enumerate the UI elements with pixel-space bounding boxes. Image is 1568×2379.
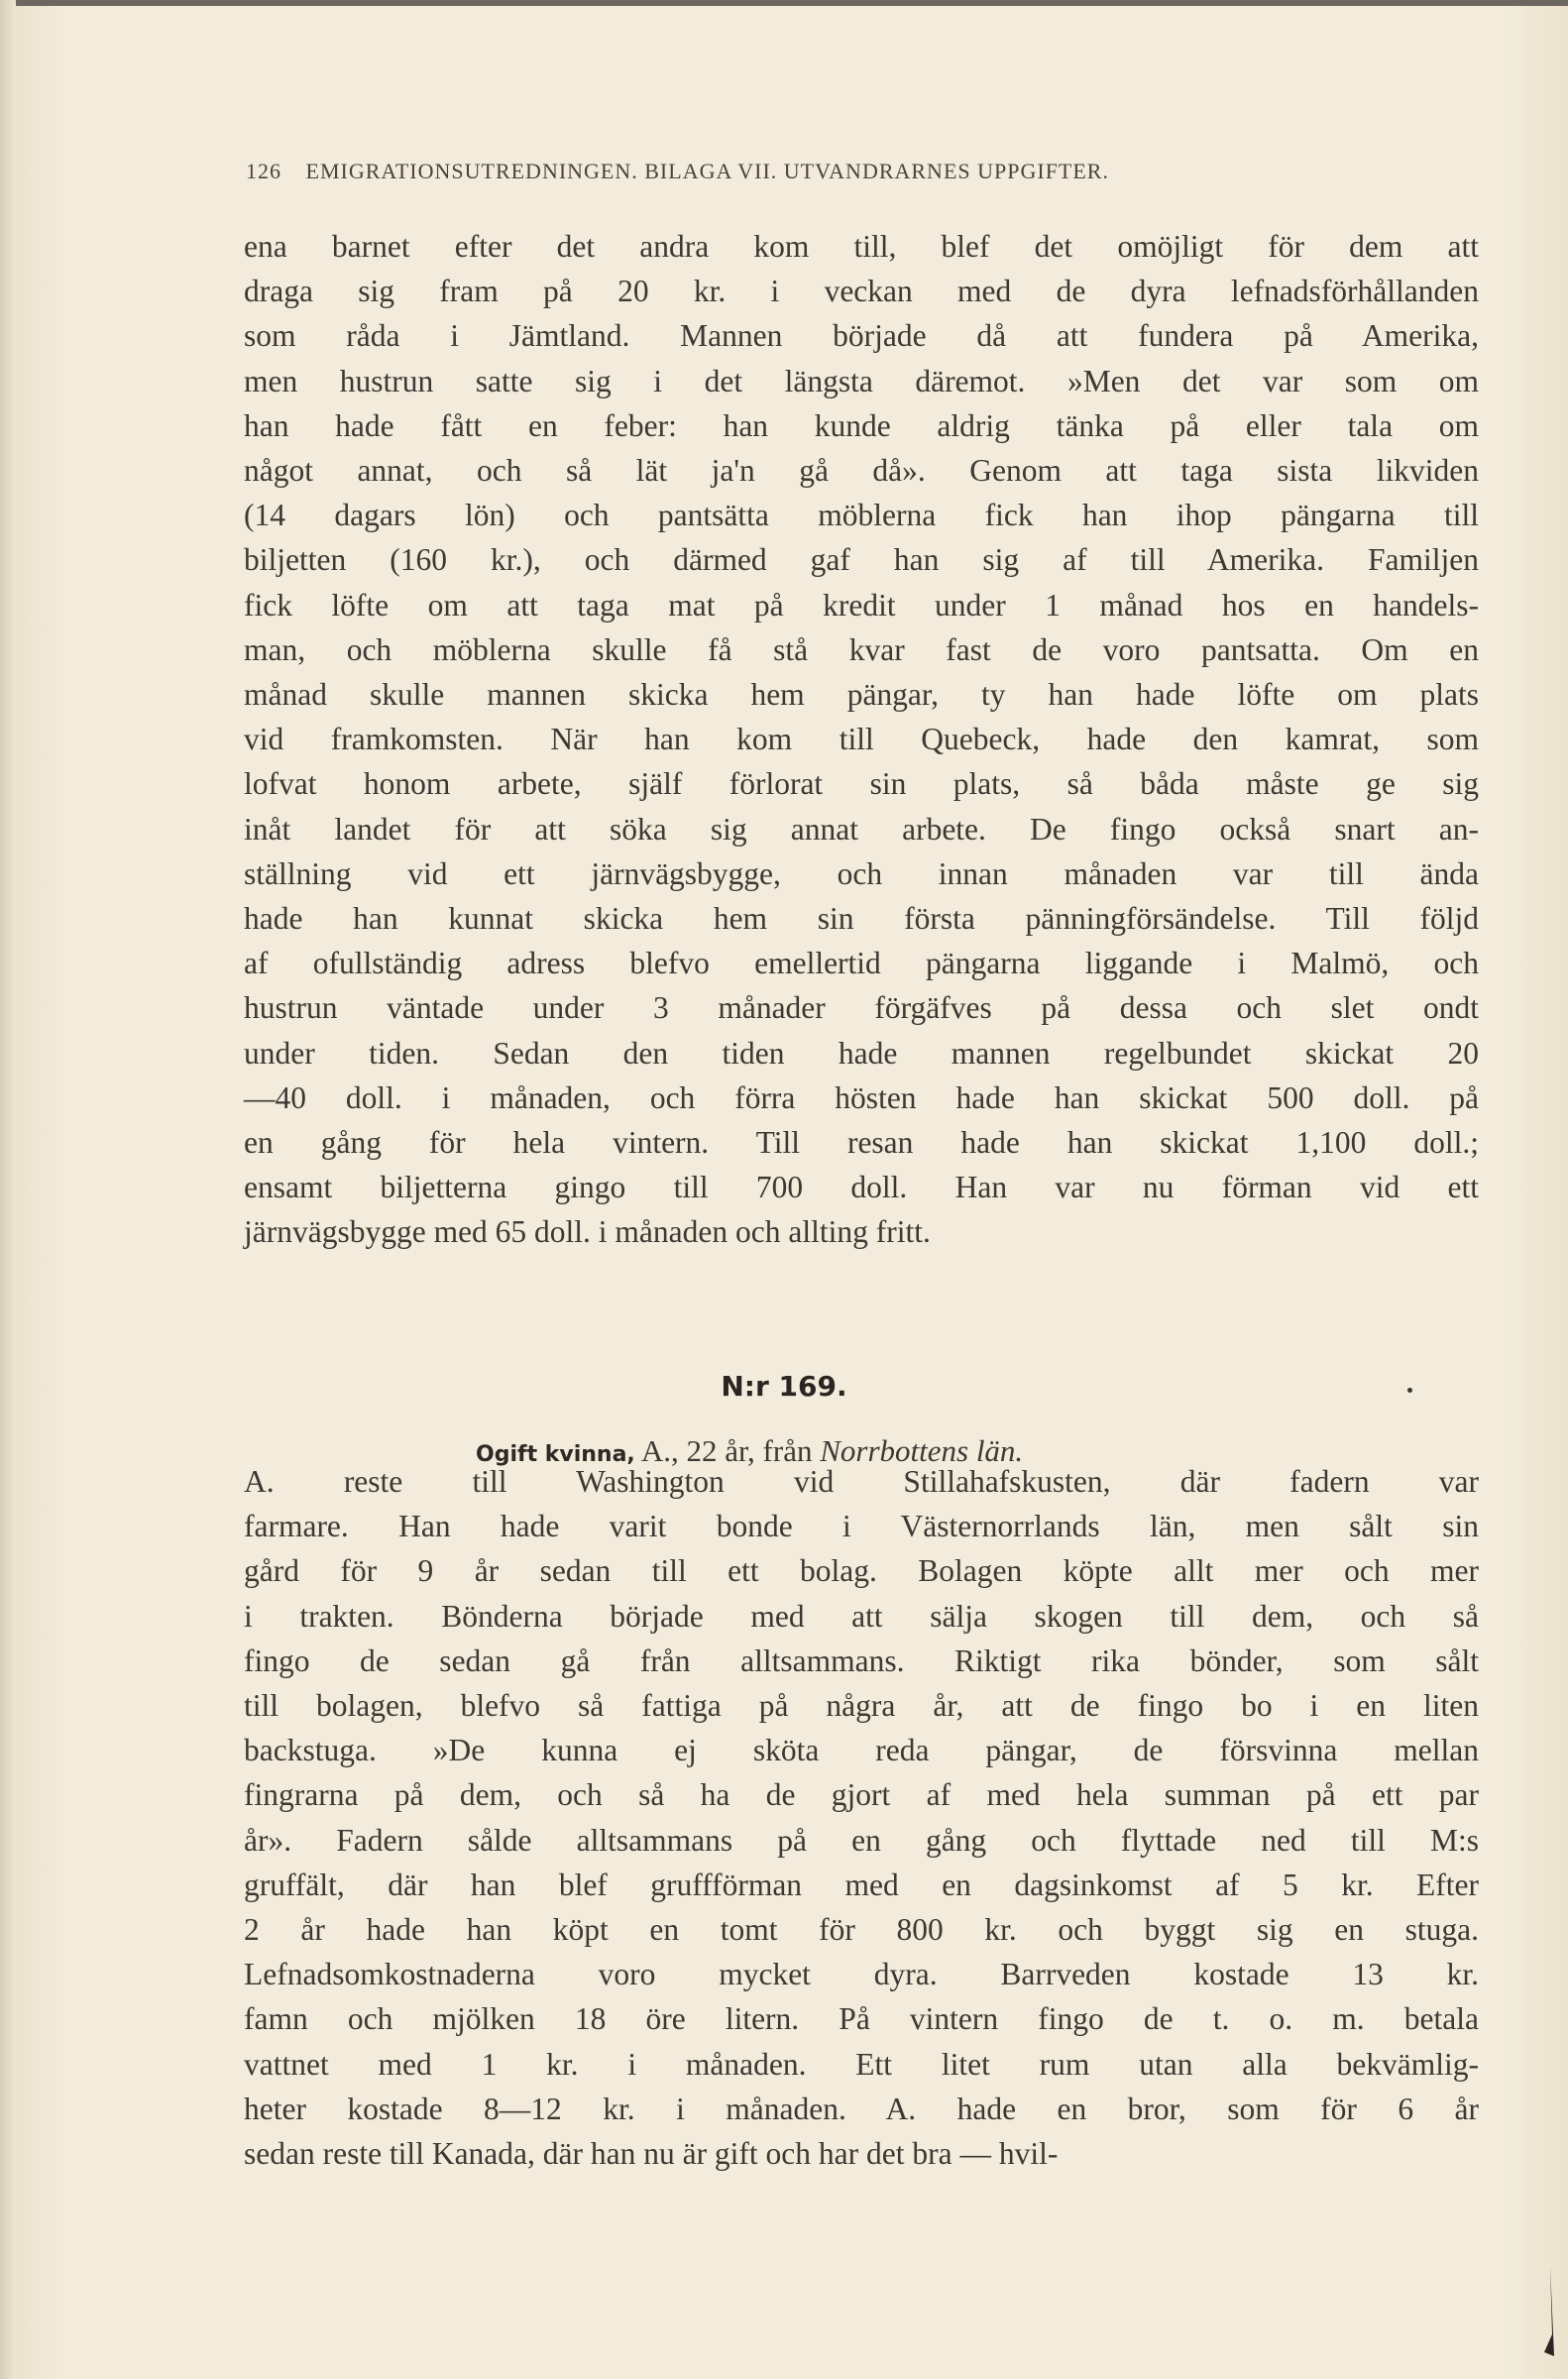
text-line: hade han kunnat skicka hem sin första pänningförsändelse. Till följd <box>244 901 1479 937</box>
text-line: vattnet med 1 kr. i månaden. Ett litet rum utan alla bekvämlig- <box>244 2046 1479 2082</box>
text-line: fingrarna på dem, och så ha de gjort af med hela summan på ett par <box>244 1777 1479 1813</box>
text-line: gruffält, där han blef gruffförman med en dagsinkomst af 5 kr. Efter <box>244 1867 1479 1902</box>
text-line: år». Fadern sålde alltsammans på en gång och flyttade ned till M:s <box>244 1822 1479 1858</box>
text-line: sedan reste till Kanada, där han nu är gift och har det bra — hvil- <box>244 2136 1059 2172</box>
text-line: som råda i Jämtland. Mannen började då att fundera på Amerika, <box>244 318 1479 354</box>
text-line: men hustrun satte sig i det längsta däremot. »Men det var som om <box>244 363 1479 398</box>
text-line: något annat, och så lät ja'n gå då». Genom att taga sista likviden <box>244 453 1479 489</box>
text-line: heter kostade 8—12 kr. i månaden. A. hade en bror, som för 6 år <box>244 2091 1479 2126</box>
text-line: han hade fått en feber: han kunde aldrig tänka på eller tala om <box>244 407 1479 443</box>
text-line: biljetten (160 kr.), och därmed gaf han sig af till Amerika. Familjen <box>244 542 1479 578</box>
text-line: gård för 9 år sedan till ett bolag. Bolagen köpte allt mer och mer <box>244 1553 1479 1589</box>
case-number-heading: N:r 169. <box>721 1370 847 1403</box>
text-line: i trakten. Bönderna började med att sälja skogen till dem, och så <box>244 1598 1479 1634</box>
print-speck <box>1407 1388 1412 1393</box>
running-header <box>246 159 1435 184</box>
text-line: under tiden. Sedan den tiden hade mannen regelbundet skickat 20 <box>244 1035 1479 1071</box>
case-subheading-middle: A., 22 år, från <box>634 1433 821 1468</box>
text-line: Lefnadsomkostnaderna voro mycket dyra. Barrveden kostade 13 kr. <box>244 1957 1479 1992</box>
text-line: farmare. Han hade varit bonde i Västernorrlands län, men sålt sin <box>244 1509 1479 1544</box>
text-line: ställning vid ett järnvägsbygge, och innan månaden var till ända <box>244 855 1479 891</box>
case-169-paragraph <box>244 1459 1479 2176</box>
text-line: af ofullständig adress blefvo emellertid pängarna liggande i Malmö, och <box>244 946 1479 981</box>
case-subheading-place: Norrbottens län. <box>820 1433 1024 1468</box>
text-line: månad skulle mannen skicka hem pängar, ty han hade löfte om plats <box>244 677 1479 713</box>
text-line: man, och möblerna skulle få stå kvar fast de voro pantsatta. Om en <box>244 631 1479 667</box>
text-line: —40 doll. i månaden, och förra hösten hade han skickat 500 doll. på <box>244 1079 1479 1115</box>
text-line: 2 år hade han köpt en tomt för 800 kr. och byggt sig en stuga. <box>244 1912 1479 1948</box>
page-top-edge <box>0 0 1568 6</box>
text-line: draga sig fram på 20 kr. i veckan med de dyra lefnadsförhållanden <box>244 274 1479 309</box>
text-line: backstuga. »De kunna ej sköta reda pängar, de försvinna mellan <box>244 1733 1479 1768</box>
text-line: ena barnet efter det andra kom till, blef det omöjligt för dem att <box>244 229 1479 264</box>
running-title: EMIGRATIONSUTREDNINGEN. BILAGA VII. UTVANDRARNES UPPGIFTER. <box>305 159 1109 183</box>
text-line: lofvat honom arbete, själf förlorat sin plats, så båda måste ge sig <box>244 766 1479 802</box>
page-binding-edge <box>0 0 16 2379</box>
page-number: 126 <box>246 159 281 183</box>
text-line: en gång för hela vintern. Till resan hade han skickat 1,100 doll.; <box>244 1125 1479 1161</box>
text-line: inåt landet för att söka sig annat arbete. De fingo också snart an- <box>244 811 1479 847</box>
text-line: järnvägsbygge med 65 doll. i månaden och allting fritt. <box>244 1214 931 1250</box>
text-line: till bolagen, blefvo så fattiga på några år, att de fingo bo i en liten <box>244 1688 1479 1724</box>
case-subheading-prefix: Ogift kvinna, <box>476 1442 635 1467</box>
text-line: fick löfte om att taga mat på kredit under 1 månad hos en handels- <box>244 587 1479 623</box>
paragraph-continued <box>244 224 1479 1255</box>
text-line: ensamt biljetterna gingo till 700 doll. Han var nu förman vid ett <box>244 1170 1479 1205</box>
text-line: fingo de sedan gå från alltsammans. Riktigt rika bönder, som sålt <box>244 1643 1479 1678</box>
text-line: vid framkomsten. När han kom till Quebeck, hade den kamrat, som <box>244 722 1479 757</box>
text-line: hustrun väntade under 3 månader förgäfves på dessa och slet ondt <box>244 990 1479 1026</box>
page-corner-mark <box>1536 2265 1556 2364</box>
text-line: famn och mjölken 18 öre litern. På vintern fingo de t. o. m. betala <box>244 2001 1479 2037</box>
text-line: A. reste till Washington vid Stillahafskusten, där fadern var <box>244 1464 1479 1499</box>
text-line: (14 dagars lön) och pantsätta möblerna fick han ihop pängarna till <box>244 498 1479 533</box>
